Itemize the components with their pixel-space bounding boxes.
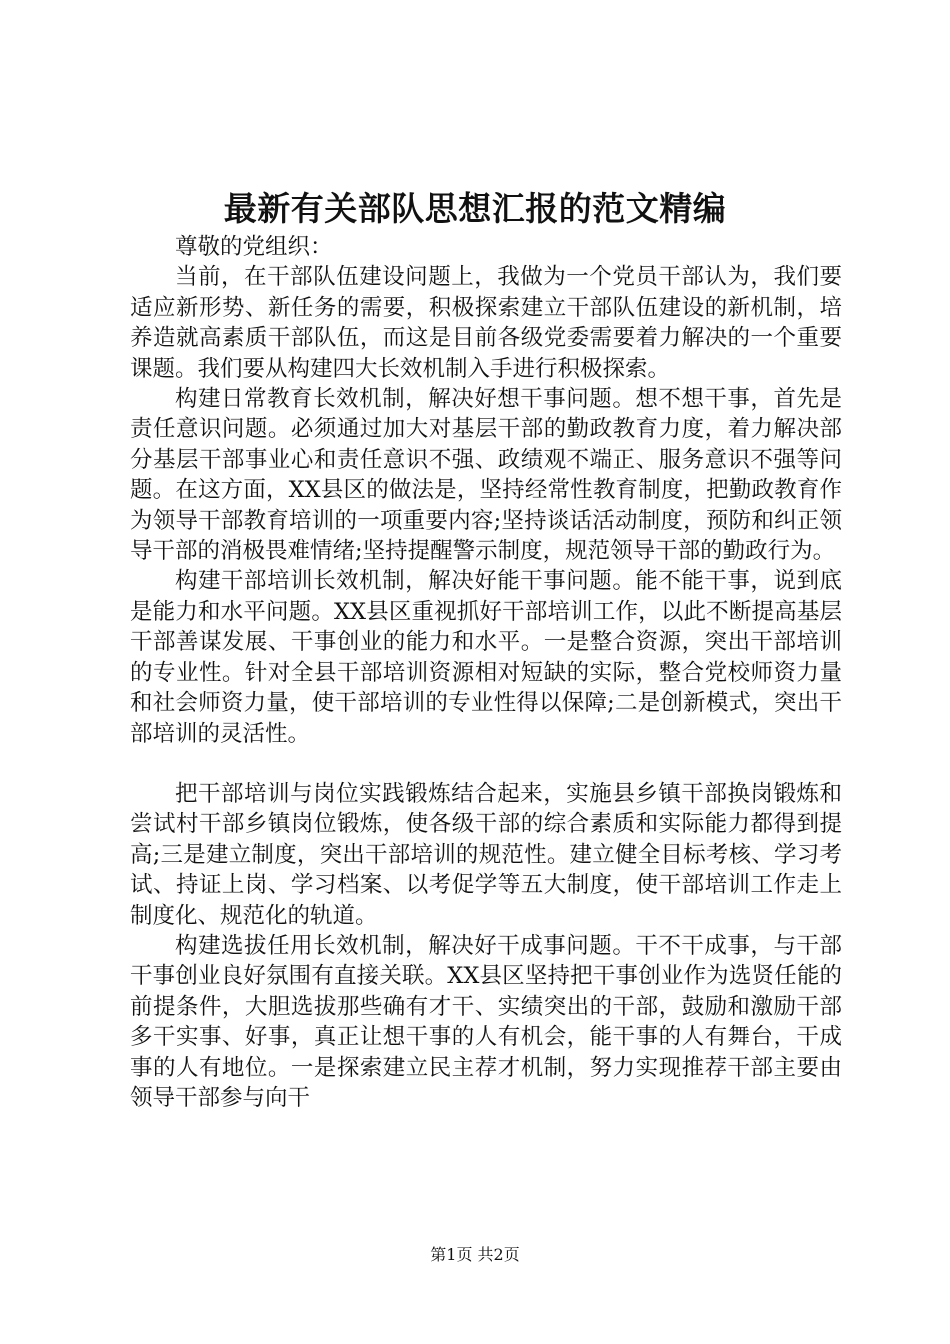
paragraph-1: 当前，在干部队伍建设问题上，我做为一个党员干部认为，我们要适应新形势、新任务的需要，积极探索建立干部队伍建设的新机制，培养造就高素质干部队伍，而这是目前各级党委需要着力解决的一个重要课题。我们要从构建四大长效机制入手进行积极探索。	[130, 264, 842, 382]
page-footer: 第1页 共2页	[430, 1245, 520, 1264]
paragraph-2: 构建日常教育长效机制，解决好想干事问题。想不想干事，首先是责任意识问题。必须通过加大对基层干部的勤政教育力度，着力解决部分基层干部事业心和责任意识不强、政绩观不端正、服务意识不强等问题。在这方面，XX县区的做法是，坚持经常性教育制度，把勤政教育作为领导干部教育培训的一项重要内容;坚持谈话活动制度，预防和纠正领导干部的消极畏难情绪;坚持提醒警示制度，规范领导干部的勤政行为。	[130, 386, 842, 565]
paragraph-5: 构建选拔任用长效机制，解决好干成事问题。干不干成事，与干部干事创业良好氛围有直接关联。XX县区坚持把干事创业作为选贤任能的前提条件，大胆选拔那些确有才干、实绩突出的干部，鼓励和激励干部多干实事、好事，真正让想干事的人有机会，能干事的人有舞台，干成事的人有地位。一是探索建立民主荐才机制，努力实现推荐干部主要由领导干部参与向干	[130, 932, 842, 1111]
paragraph-3: 构建干部培训长效机制，解决好能干事问题。能不能干事，说到底是能力和水平问题。XX县区重视抓好干部培训工作，以此不断提高基层干部善谋发展、干事创业的能力和水平。一是整合资源，突出干部培训的专业性。针对全县干部培训资源相对短缺的实际，整合党校师资力量和社会师资力量，使干部培训的专业性得以保障;二是创新模式，突出干部培训的灵活性。	[130, 568, 842, 747]
document-title: 最新有关部队思想汇报的范文精编	[223, 189, 727, 228]
salutation: 尊敬的党组织：	[175, 234, 333, 260]
document-body	[130, 232, 842, 1113]
paragraph-4: 把干部培训与岗位实践锻炼结合起来，实施县乡镇干部换岗锻炼和尝试村干部乡镇岗位锻炼，使各级干部的综合素质和实际能力都得到提高;三是建立制度，突出干部培训的规范性。建立健全目标考核、学习考试、持证上岗、学习档案、以考促学等五大制度，使干部培训工作走上制度化、规范化的轨道。	[130, 780, 842, 929]
